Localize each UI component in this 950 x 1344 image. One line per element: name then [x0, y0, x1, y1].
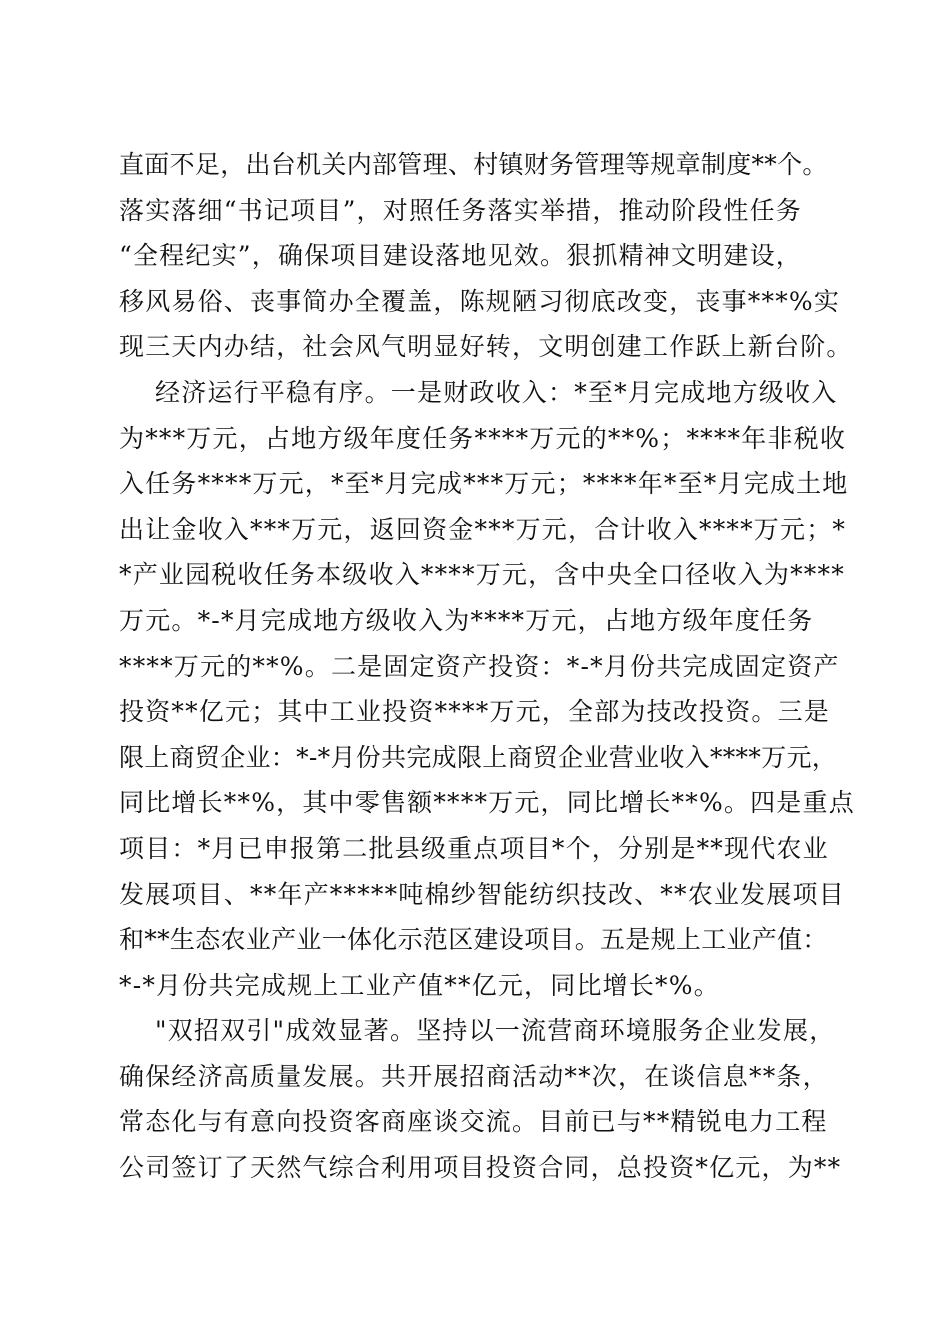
text-line: 现三天内办结，社会风气明显好转，文明创建工作跃上新台阶。: [119, 332, 853, 362]
text-line: 万元。*-*月完成地方级收入为****万元，占地方级年度任务: [119, 605, 814, 635]
text-line: ****万元的**%。二是固定资产投资：*-*月份共完成固定资产: [119, 651, 840, 681]
text-line: *产业园税收任务本级收入****万元，含中央全口径收入为****: [119, 560, 845, 590]
text-line: 和**生态农业产业一体化示范区建设项目。五是规上工业产值：: [119, 925, 828, 955]
text-line: 直面不足，出台机关内部管理、村镇财务管理等规章制度**个。: [119, 150, 828, 179]
text-line: 出让金收入***万元，返回资金***万元，合计收入****万元；*: [119, 514, 847, 544]
text-line: 经济运行平稳有序。一是财政收入：*至*月完成地方级收入: [155, 377, 838, 407]
text-line: 落实落细“书记项目”，对照任务落实举措，推动阶段性任务: [119, 195, 802, 225]
text-line: 确保经济高质量发展。共开展招商活动**次，在谈信息**条，: [119, 1061, 829, 1091]
text-line: "双招双引"成效显著。坚持以一流营商环境服务企业发展，: [155, 1016, 836, 1046]
text-line: 为***万元，占地方级年度任务****万元的**%；****年非税收: [119, 423, 847, 453]
text-line: 发展项目、**年产*****吨棉纱智能纺织技改、**农业发展项目: [119, 879, 845, 909]
text-line: 入任务****万元，*至*月完成***万元；****年*至*月完成土地: [119, 469, 849, 499]
text-line: 同比增长**%，其中零售额****万元，同比增长**%。四是重点: [119, 788, 855, 818]
text-line: 项目：*月已申报第二批县级重点项目*个，分别是**现代农业: [119, 833, 829, 863]
text-line: *-*月份共完成规上工业产值**亿元，同比增长*%。: [119, 970, 720, 1000]
text-line: 公司签订了天然气综合利用项目投资合同，总投资*亿元，为**: [119, 1153, 842, 1183]
text-line: “全程纪实”，确保项目建设落地见效。狠抓精神文明建设，: [119, 241, 802, 271]
text-line: 移风易俗、丧事简办全覆盖，陈规陋习彻底改变，丧事***%实: [119, 286, 841, 316]
text-line: 常态化与有意向投资客商座谈交流。目前已与**精锐电力工程: [119, 1107, 828, 1137]
text-line: 投资**亿元；其中工业投资****万元，全部为技改投资。三是: [119, 697, 831, 727]
text-line: 限上商贸企业：*-*月份共完成限上商贸企业营业收入****万元，: [119, 742, 838, 772]
body-text: [119, 142, 855, 1191]
